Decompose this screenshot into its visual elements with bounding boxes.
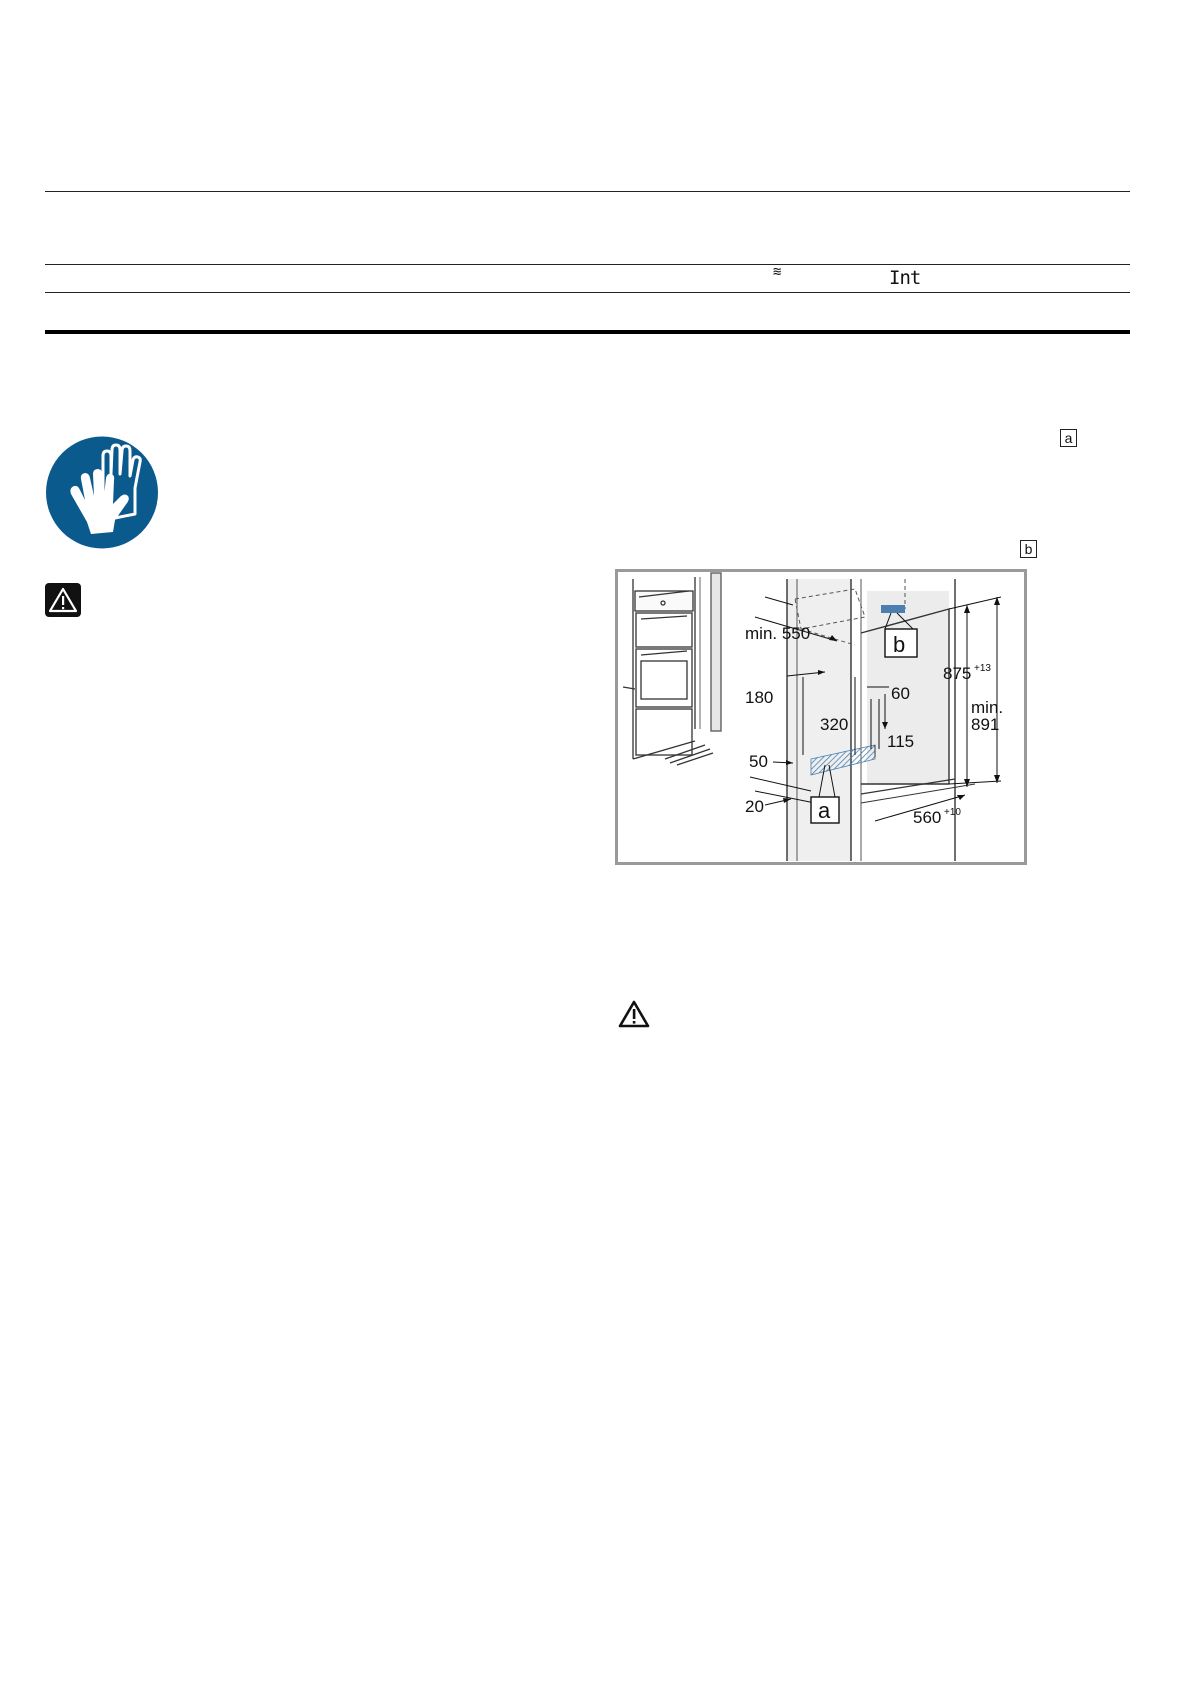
table-middle-rule	[45, 264, 1130, 265]
callout-b: b	[893, 632, 906, 657]
callout-a: a	[818, 798, 831, 823]
dimension-50: 50	[749, 752, 768, 771]
steam-symbol-icon: ≋	[773, 264, 782, 280]
dimension-891: 891	[971, 715, 1000, 734]
dimension-min-550: min. 550	[745, 624, 811, 643]
dimension-min-label: min.	[971, 698, 1004, 717]
table-top-rule	[45, 191, 1130, 192]
dimension-875-tolerance: +13	[974, 663, 991, 674]
installation-diagram	[615, 569, 1027, 865]
gloves-icon	[45, 434, 159, 551]
int-display-symbol: Int	[889, 267, 921, 289]
dimension-115: 115	[887, 732, 915, 751]
label-b-box: b	[1020, 540, 1037, 558]
dimension-180: 180	[745, 688, 774, 707]
dimension-560-tolerance: +10	[944, 807, 961, 818]
dimension-875: 875	[943, 664, 972, 683]
dimension-320: 320	[820, 715, 849, 734]
dimension-60: 60	[891, 684, 910, 703]
dimension-560: 560	[913, 808, 942, 827]
warning-icon	[45, 583, 81, 617]
table-bottom-rule	[45, 292, 1130, 293]
label-a-box: a	[1060, 429, 1077, 447]
section-rule	[45, 330, 1130, 334]
warning-icon	[618, 1000, 650, 1028]
dimension-20: 20	[745, 797, 764, 816]
